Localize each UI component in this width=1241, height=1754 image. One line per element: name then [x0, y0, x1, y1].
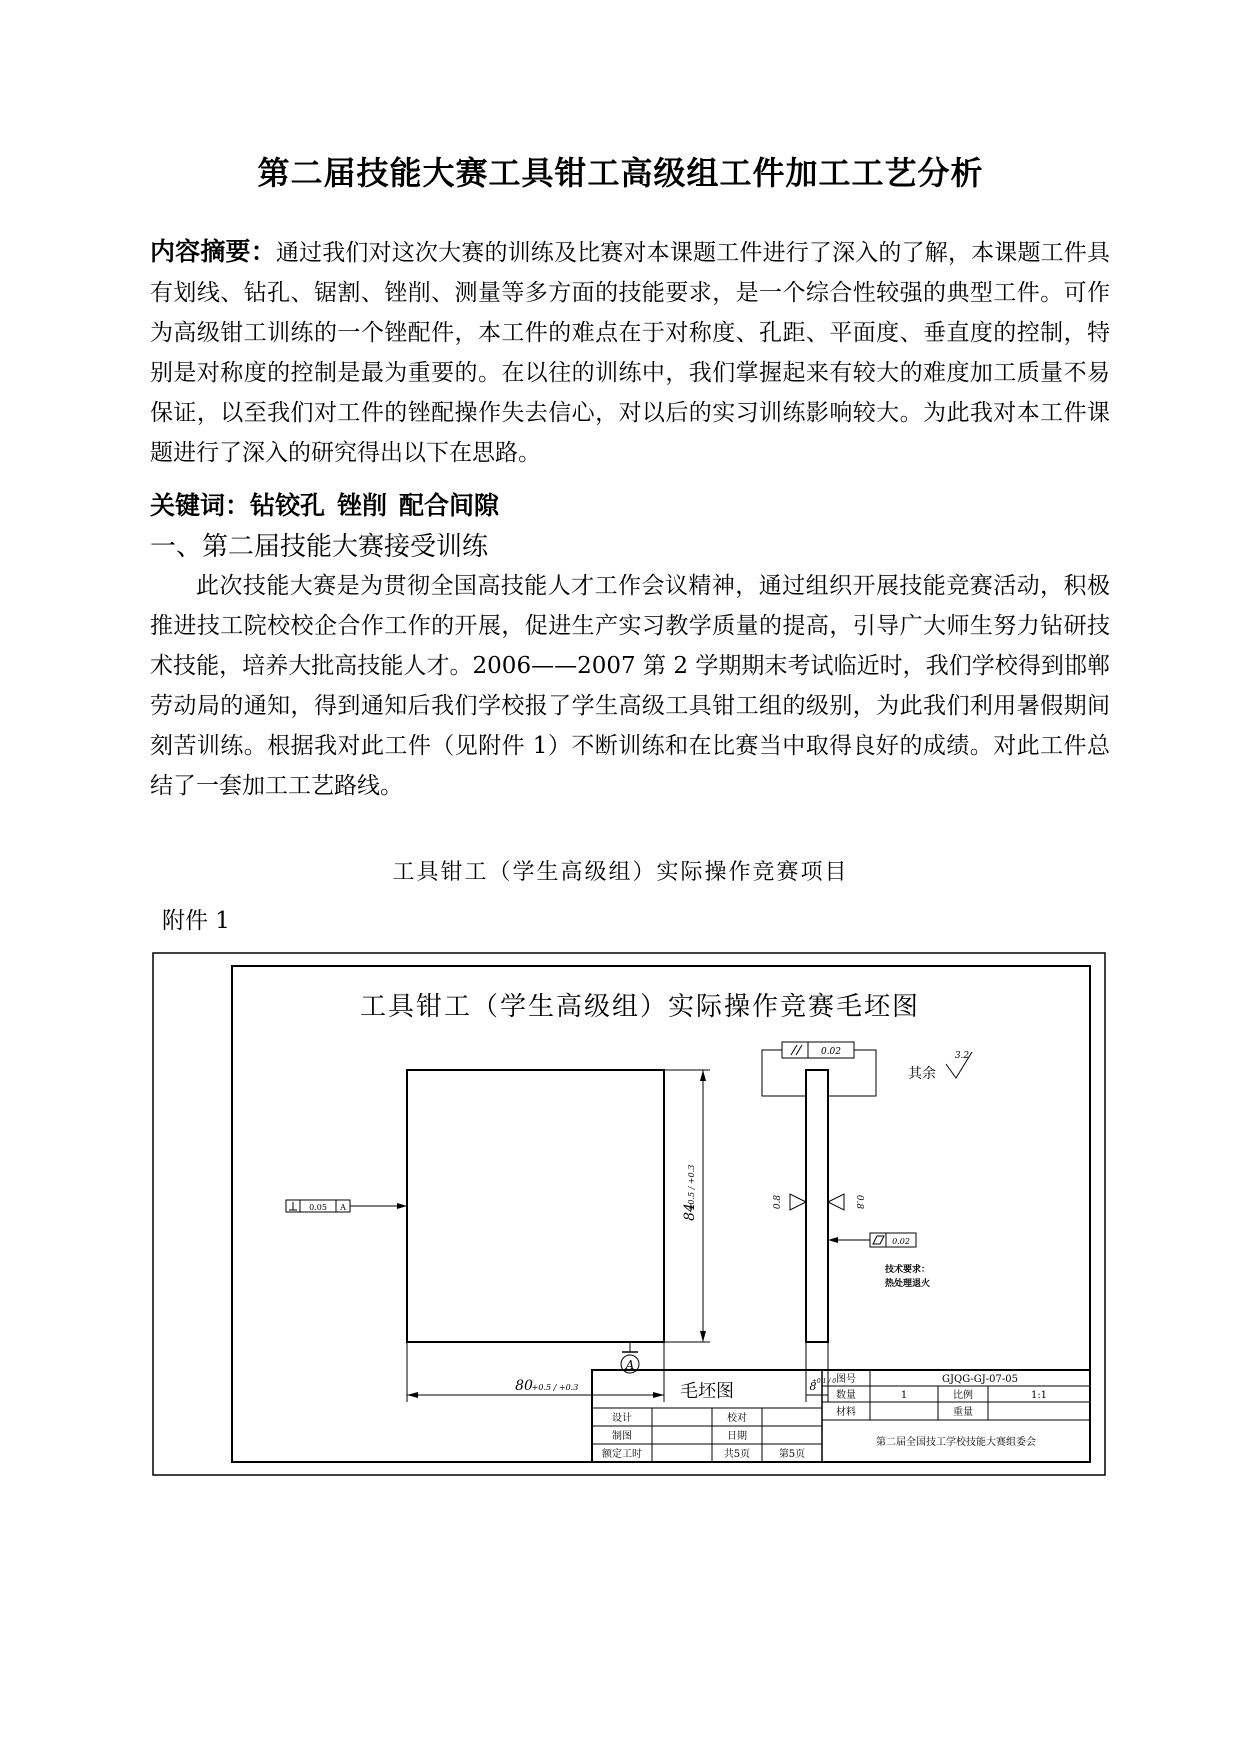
figure-caption: 工具钳工（学生高级组）实际操作竞赛项目	[392, 860, 849, 885]
tb-name: 毛坯图	[680, 1381, 734, 1402]
section-heading: 一、第二届技能大赛接受训练	[150, 532, 489, 562]
keyword: 配合间隙	[399, 491, 500, 520]
front-view	[407, 1070, 664, 1342]
height-dimension: 84	[682, 1203, 698, 1221]
inner-frame	[232, 966, 1090, 1462]
perpendicularity-tolerance: 0.05	[309, 1203, 327, 1212]
keyword: 锉削	[337, 491, 388, 520]
flatness-tolerance: 0.02	[892, 1237, 910, 1246]
abstract-label: 内容摘要：	[150, 237, 276, 266]
tb-qty: 1	[900, 1390, 908, 1401]
tb-weight-label: 重量	[953, 1407, 973, 1418]
abstract-text: 通过我们对这次大赛的训练及比赛对本课题工件进行了深入的了解，本课题工件具有划线、钻孔、锯割、锉削、测量等多方面的技能要求，是一个综合性较强的典型工件。可作为高级钳工训练的一个锉配件，本工件的难点在于对称度、孔距、平面度、垂直度的控制，特别是对称度的控制是最为重要的。在以往的训练中，我们掌握起来有较大的难度加工质量不易保证，以至我们对工件的锉配操作失去信心，对以后的实习训练影响较大。为此我对本工件课题进行了深入的研究得出以下在思路。	[150, 240, 1110, 466]
tb-scale-label: 比例	[953, 1390, 973, 1401]
abstract	[150, 232, 1110, 473]
thickness-dimension: 8	[809, 1380, 817, 1393]
blank-drawing	[150, 950, 1110, 1480]
tb-draft-label: 制图	[612, 1431, 632, 1442]
right-roughness: 0.8	[854, 1194, 864, 1210]
roughness-rest-value: 3.2	[954, 1051, 970, 1061]
section-paragraph: 此次技能大赛是为贯彻全国高技能人才工作会议精神，通过组织开展技能竞赛活动，积极推进技工院校校企合作工作的开展，促进生产实习教学质量的提高，引导广大师生努力钻研技术技能，培养大批高技能人才。2006——2007 第 2 学期期末考试临近时，我们学校得到邯郸劳动局的通知，得到通知后我们学校报了学生高级工具钳工组的级别，为此我们利用暑假期间刻苦训练。根据我对此工件（见附件 1）不断训练和在比赛当中取得良好的成绩。对此工件总结了一套加工工艺路线。	[150, 573, 1110, 799]
left-roughness: 0.8	[773, 1194, 783, 1210]
width-dimension: 80	[515, 1378, 533, 1394]
tb-drawing-no-label: 图号	[836, 1374, 856, 1385]
tb-page: 第5页	[778, 1449, 806, 1460]
tb-design-label: 设计	[612, 1413, 632, 1424]
tb-material-label: 材料	[836, 1407, 856, 1418]
thickness-tolerance: +0.1 / 0	[811, 1378, 837, 1385]
drawing-title: 工具钳工（学生高级组）实际操作竞赛毛坯图	[359, 992, 921, 1022]
keywords	[150, 486, 511, 522]
tb-check-label: 校对	[727, 1413, 747, 1424]
perpendicularity-datum: A	[340, 1203, 346, 1212]
attachment-label: 附件 1	[162, 908, 230, 934]
tb-org: 第二届全国技工学校技能大赛组委会	[876, 1437, 1036, 1448]
tb-time-label: 额定工时	[602, 1449, 642, 1460]
tb-scale: 1:1	[1030, 1390, 1048, 1401]
height-tolerance: +0.5 / +0.3	[687, 1164, 696, 1212]
width-tolerance: +0.5 / +0.3	[531, 1383, 579, 1392]
tech-req-text: 热处理退火	[885, 1279, 931, 1289]
tech-req-title: 技术要求：	[885, 1265, 931, 1275]
keywords-label: 关键词：	[150, 491, 251, 520]
tb-date-label: 日期	[727, 1431, 747, 1442]
tb-drawing-no: GJQG-GJ-07-05	[942, 1374, 1018, 1385]
tb-total-pages: 共5页	[723, 1449, 751, 1460]
page-title: 第二届技能大赛工具钳工高级组工件加工工艺分析	[257, 154, 984, 192]
keyword: 钻铰孔	[250, 491, 326, 520]
tb-qty-label: 数量	[836, 1390, 856, 1401]
side-view	[806, 1070, 828, 1342]
roughness-rest-label: 其余	[908, 1066, 936, 1082]
datum-a: A	[625, 1358, 635, 1372]
parallel-tolerance: 0.02	[820, 1047, 842, 1057]
